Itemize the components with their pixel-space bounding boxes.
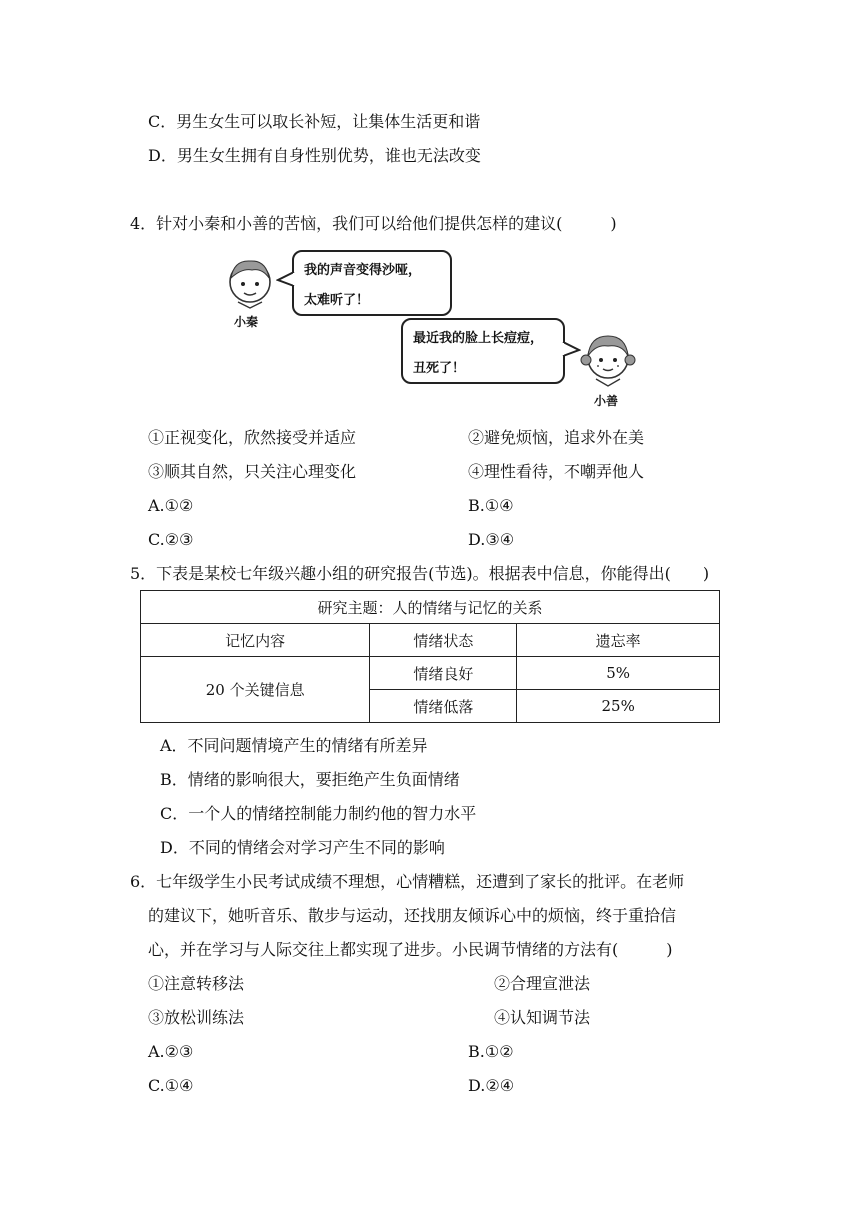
q4-option-d: D.③④ xyxy=(468,530,515,549)
q6-stem-line-3: 心，并在学习与人际交往上都实现了进步。小民调节情绪的方法有( ) xyxy=(148,940,673,959)
q4-option-c: C.②③ xyxy=(148,530,194,549)
q6-option-d: D.②④ xyxy=(468,1076,515,1095)
q6-option-c: C.①④ xyxy=(148,1076,194,1095)
bubble-tail-icon xyxy=(276,270,296,290)
q5-option-d: D．不同的情绪会对学习产生不同的影响 xyxy=(160,838,445,857)
bubble-text-line: 我的声音变得沙哑， xyxy=(304,263,422,278)
table-cell-state: 情绪良好 xyxy=(370,657,517,690)
q6-option-a: A.②③ xyxy=(148,1042,194,1061)
speech-bubble-xiaoqin xyxy=(292,250,452,316)
bubble-text-line: 丑死了！ xyxy=(413,361,466,376)
q6-statement-3: ③放松训练法 xyxy=(148,1008,245,1027)
character-name-xiaoshan: 小善 xyxy=(594,394,619,408)
q6-stem-line-2: 的建议下，她听音乐、散步与运动，还找朋友倾诉心中的烦恼，终于重拾信 xyxy=(148,906,677,925)
table-title: 研究主题：人的情绪与记忆的关系 xyxy=(141,591,720,624)
q6-statement-4: ④认知调节法 xyxy=(494,1008,591,1027)
q4-statement-2: ②避免烦恼，追求外在美 xyxy=(468,428,645,447)
q4-statement-3: ③顺其自然，只关注心理变化 xyxy=(148,462,357,481)
bubble-text-line: 最近我的脸上长痘痘， xyxy=(413,331,544,346)
table-header-content: 记忆内容 xyxy=(141,624,370,657)
table-header-rate: 遗忘率 xyxy=(517,624,720,657)
q6-statement-2: ②合理宣泄法 xyxy=(494,974,591,993)
q6-stem-line-1: 6．七年级学生小民考试成绩不理想，心情糟糕，还遭到了家长的批评。在老师 xyxy=(130,872,685,891)
q4-stem: 4．针对小秦和小善的苦恼，我们可以给他们提供怎样的建议( ) xyxy=(130,214,617,233)
q5-option-c: C．一个人的情绪控制能力制约他的智力水平 xyxy=(160,804,477,823)
q4-statement-4: ④理性看待，不嘲弄他人 xyxy=(468,462,645,481)
research-table xyxy=(140,590,720,723)
bubble-text-line: 太难听了！ xyxy=(304,293,370,308)
q5-option-a: A．不同问题情境产生的情绪有所差异 xyxy=(160,736,428,755)
table-cell-content: 20 个关键信息 xyxy=(141,657,370,723)
q6-option-b: B.①② xyxy=(468,1042,514,1061)
q5-stem: 5．下表是某校七年级兴趣小组的研究报告(节选)。根据表中信息，你能得出( ) xyxy=(130,564,710,583)
speech-bubble-xiaoshan xyxy=(401,318,565,384)
table-cell-rate: 25% xyxy=(517,690,720,723)
table-cell-rate: 5% xyxy=(517,657,720,690)
girl-avatar-icon xyxy=(578,330,638,390)
character-name-xiaoqin: 小秦 xyxy=(234,315,259,329)
q4-option-a: A.①② xyxy=(148,496,194,515)
q3-option-c: C．男生女生可以取长补短，让集体生活更和谐 xyxy=(148,112,481,131)
q3-option-d: D．男生女生拥有自身性别优势，谁也无法改变 xyxy=(148,146,481,165)
table-cell-state: 情绪低落 xyxy=(370,690,517,723)
q5-option-b: B．情绪的影响很大，要拒绝产生负面情绪 xyxy=(160,770,460,789)
table-header-state: 情绪状态 xyxy=(370,624,517,657)
q6-statement-1: ①注意转移法 xyxy=(148,974,245,993)
q4-statement-1: ①正视变化，欣然接受并适应 xyxy=(148,428,357,447)
q4-option-b: B.①④ xyxy=(468,496,514,515)
boy-avatar-icon xyxy=(222,256,278,312)
